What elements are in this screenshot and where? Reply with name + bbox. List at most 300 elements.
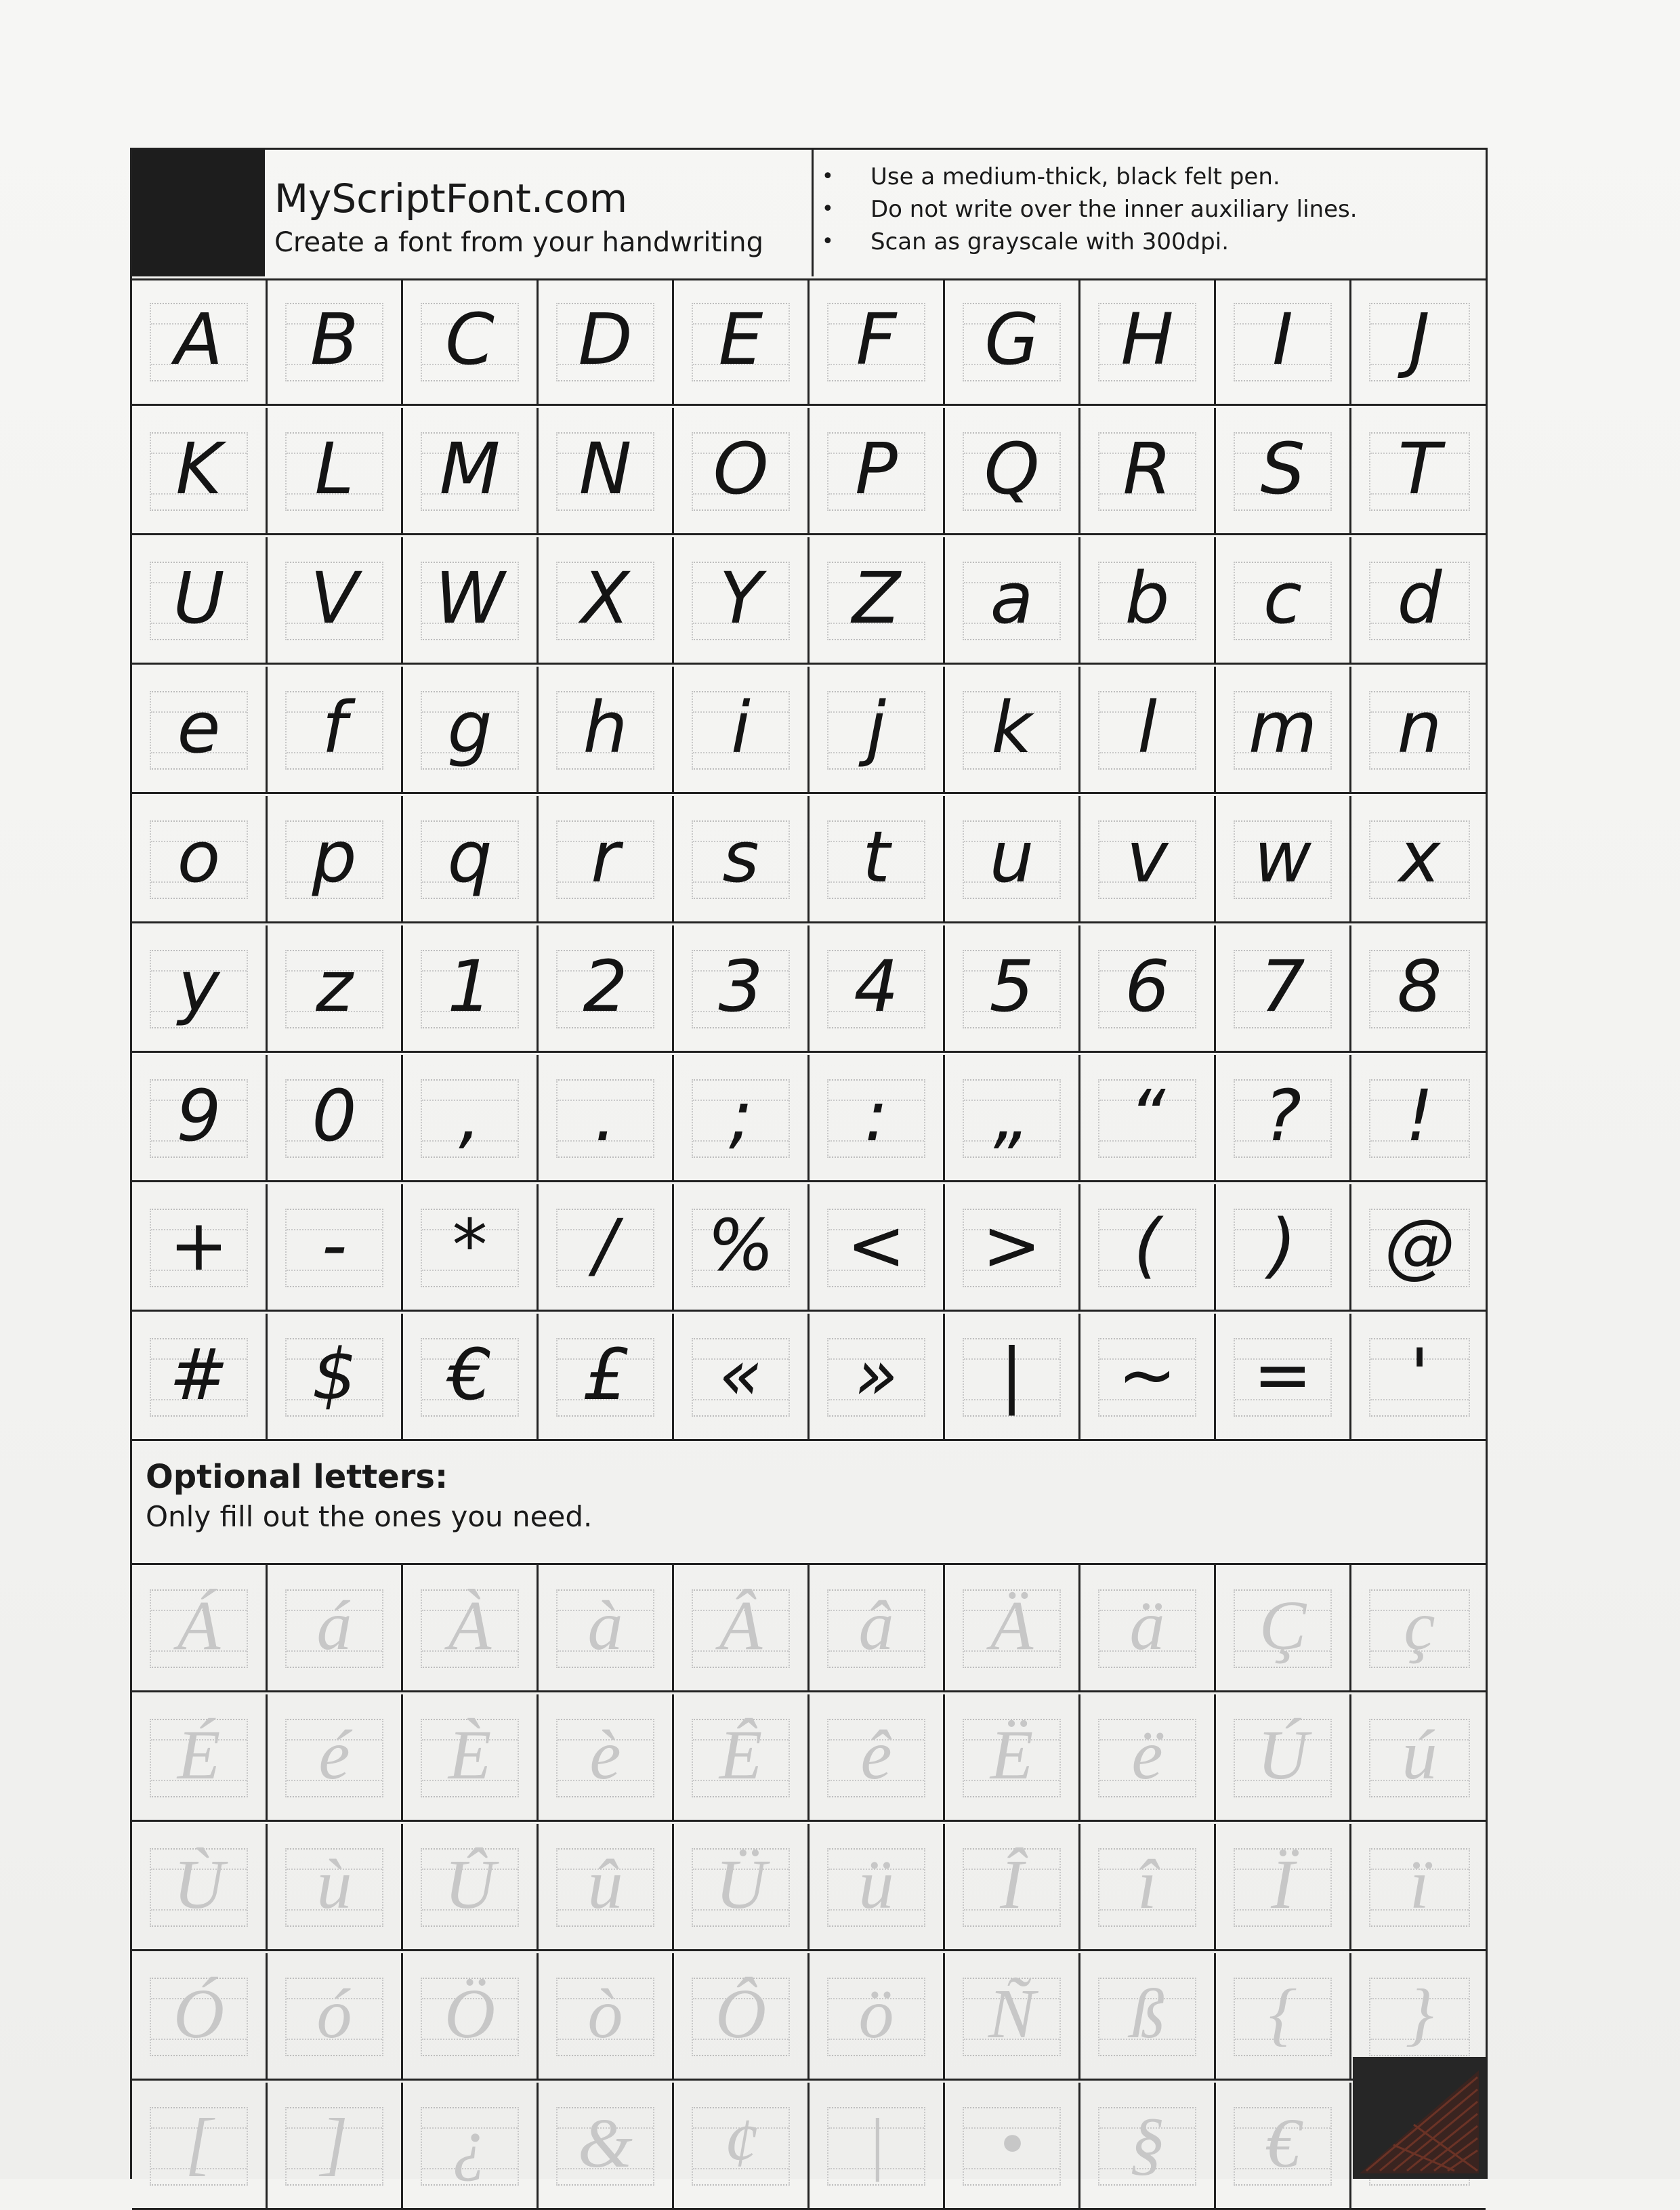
grid-row — [132, 278, 1486, 406]
handwritten-glyph: ( — [1133, 1204, 1161, 1287]
handwritten-glyph: b — [1125, 557, 1170, 640]
glyph-cell[interactable] — [132, 1824, 268, 1949]
instruction-item: • Do not write over the inner auxiliary lines. — [870, 193, 1358, 226]
handwritten-glyph: > — [982, 1204, 1042, 1287]
template-glyph: Û — [444, 1846, 496, 1923]
glyph-cell[interactable] — [1351, 408, 1488, 533]
corner-marker-top-left — [132, 150, 265, 276]
glyph-cell[interactable] — [945, 1824, 1080, 1949]
glyph-cell[interactable] — [945, 1184, 1080, 1310]
glyph-cell[interactable] — [945, 1055, 1080, 1180]
glyph-cell[interactable] — [945, 1565, 1080, 1690]
glyph-cell[interactable] — [1080, 278, 1216, 404]
handwritten-glyph: L — [314, 428, 354, 510]
handwritten-glyph: k — [991, 686, 1032, 769]
glyph-cell[interactable] — [1080, 796, 1216, 921]
template-glyph: ç — [1404, 1587, 1435, 1665]
handwritten-glyph: 8 — [1397, 945, 1442, 1028]
glyph-cell[interactable] — [539, 1824, 674, 1949]
template-glyph: Ú — [1257, 1716, 1309, 1794]
glyph-cell[interactable] — [945, 925, 1080, 1051]
glyph-cell[interactable] — [810, 1953, 945, 2079]
template-glyph: ¿ — [452, 2104, 488, 2182]
template-glyph: Ô — [715, 1975, 767, 2053]
template-glyph: ¢ — [723, 2104, 759, 2182]
handwritten-glyph: v — [1126, 816, 1169, 898]
handwritten-glyph: + — [169, 1204, 229, 1287]
glyph-cell[interactable] — [132, 667, 268, 792]
handwritten-glyph: H — [1120, 298, 1174, 381]
template-glyph: Ë — [990, 1716, 1034, 1794]
glyph-cell[interactable] — [674, 537, 810, 663]
grid-row — [132, 1824, 1486, 1951]
glyph-cell[interactable] — [945, 278, 1080, 404]
handwritten-glyph: „ — [993, 1075, 1030, 1157]
template-glyph: Ï — [1271, 1846, 1295, 1923]
handwritten-glyph: < — [846, 1204, 906, 1287]
glyph-cell[interactable] — [403, 1824, 539, 1949]
handwritten-glyph: 4 — [854, 945, 899, 1028]
template-glyph: ] — [320, 2104, 348, 2182]
handwritten-glyph: p — [312, 816, 357, 898]
glyph-cell[interactable] — [268, 1184, 403, 1310]
grid-row — [132, 408, 1486, 535]
glyph-cell[interactable] — [268, 2083, 403, 2208]
template-glyph: € — [1265, 2104, 1301, 2182]
glyph-cell[interactable] — [403, 1184, 539, 1310]
handwritten-glyph: F — [856, 298, 897, 381]
glyph-cell[interactable] — [403, 278, 539, 404]
glyph-cell[interactable] — [1351, 278, 1488, 404]
handwritten-glyph: V — [310, 557, 359, 640]
glyph-cell[interactable] — [403, 667, 539, 792]
handwritten-glyph: x — [1398, 816, 1441, 898]
handwritten-glyph: I — [1272, 298, 1293, 381]
glyph-cell[interactable] — [132, 2083, 268, 2208]
glyph-cell[interactable] — [539, 1694, 674, 1820]
template-glyph: â — [858, 1587, 894, 1665]
grid-row — [132, 1055, 1486, 1182]
glyph-cell[interactable] — [268, 1565, 403, 1690]
handwritten-glyph: Q — [984, 428, 1040, 510]
glyph-cell[interactable] — [268, 1953, 403, 2079]
glyph-cell[interactable] — [1351, 796, 1488, 921]
glyph-cell[interactable] — [810, 537, 945, 663]
template-glyph: À — [448, 1587, 492, 1665]
handwritten-glyph: 0 — [312, 1075, 357, 1157]
glyph-cell[interactable] — [1080, 1694, 1216, 1820]
template-glyph: Ç — [1259, 1587, 1307, 1665]
handwritten-glyph: j — [866, 686, 886, 769]
glyph-cell[interactable] — [1351, 1314, 1488, 1439]
handwritten-glyph: 2 — [583, 945, 628, 1028]
grid-row — [132, 537, 1486, 665]
glyph-cell[interactable] — [1216, 796, 1351, 921]
glyph-cell[interactable] — [268, 1824, 403, 1949]
handwritten-glyph: ? — [1263, 1075, 1302, 1157]
grid-row — [132, 796, 1486, 923]
glyph-cell[interactable] — [1216, 1055, 1351, 1180]
handwritten-glyph: W — [435, 557, 505, 640]
glyph-cell[interactable] — [945, 537, 1080, 663]
template-glyph: | — [866, 2104, 886, 2182]
glyph-cell[interactable] — [539, 925, 674, 1051]
glyph-cell[interactable] — [132, 1055, 268, 1180]
handwritten-glyph: Y — [719, 557, 763, 640]
glyph-cell[interactable] — [674, 1824, 810, 1949]
template-glyph: & — [578, 2104, 633, 2182]
glyph-cell[interactable] — [1351, 1824, 1488, 1949]
optional-subtitle: Only fill out the ones you need. — [146, 1500, 593, 1533]
glyph-cell[interactable] — [268, 796, 403, 921]
glyph-cell[interactable] — [403, 1694, 539, 1820]
template-glyph: ö — [858, 1975, 894, 2053]
glyph-cell[interactable] — [945, 667, 1080, 792]
glyph-cell[interactable] — [674, 278, 810, 404]
template-glyph: Ö — [444, 1975, 496, 2053]
handwritten-glyph: O — [713, 428, 769, 510]
site-subtitle: Create a font from your handwriting — [274, 227, 764, 258]
handwritten-glyph: | — [999, 1333, 1024, 1416]
glyph-cell[interactable] — [539, 796, 674, 921]
glyph-cell[interactable] — [810, 1694, 945, 1820]
template-glyph: û — [587, 1846, 623, 1923]
bullet-icon: • — [822, 197, 834, 221]
glyph-cell[interactable] — [1216, 1824, 1351, 1949]
glyph-cell[interactable] — [1216, 2083, 1351, 2208]
glyph-cell[interactable] — [403, 408, 539, 533]
handwritten-glyph: A — [174, 298, 224, 381]
handwritten-glyph: ; — [728, 1075, 753, 1157]
glyph-cell[interactable] — [132, 1314, 268, 1439]
template-glyph: è — [589, 1716, 621, 1794]
template-glyph: î — [1137, 1846, 1157, 1923]
glyph-cell[interactable] — [945, 2083, 1080, 2208]
optional-letters-section — [132, 1438, 1486, 1565]
glyph-cell[interactable] — [1216, 1565, 1351, 1690]
glyph-cell[interactable] — [132, 278, 268, 404]
handwritten-glyph: B — [310, 298, 359, 381]
handwritten-glyph: 1 — [447, 945, 492, 1028]
glyph-cell[interactable] — [539, 1565, 674, 1690]
instruction-item: • Use a medium-thick, black felt pen. — [870, 161, 1358, 193]
handwritten-glyph: - — [321, 1204, 348, 1287]
handwritten-glyph: ) — [1269, 1204, 1297, 1287]
template-glyph: ó — [316, 1975, 352, 2053]
glyph-cell[interactable] — [1351, 1055, 1488, 1180]
handwritten-glyph: £ — [583, 1333, 628, 1416]
font-template-form — [130, 148, 1488, 2182]
glyph-cell[interactable] — [1080, 667, 1216, 792]
glyph-cell[interactable] — [1351, 537, 1488, 663]
handwritten-glyph: D — [578, 298, 633, 381]
handwritten-glyph: , — [458, 1075, 482, 1157]
handwritten-glyph: u — [989, 816, 1034, 898]
glyph-cell[interactable] — [1080, 1055, 1216, 1180]
glyph-cell[interactable] — [1351, 1694, 1488, 1820]
template-glyph: § — [1129, 2104, 1165, 2182]
template-glyph: é — [318, 1716, 350, 1794]
template-glyph: Ó — [173, 1975, 225, 2053]
template-glyph: ò — [587, 1975, 623, 2053]
grid-row — [132, 1565, 1486, 1692]
handwritten-glyph: f — [322, 686, 347, 769]
glyph-cell[interactable] — [1216, 1184, 1351, 1310]
handwritten-glyph: ' — [1410, 1333, 1429, 1416]
handwritten-glyph: w — [1253, 816, 1312, 898]
handwritten-glyph: U — [173, 557, 225, 640]
handwritten-glyph: E — [718, 298, 763, 381]
template-glyph: { — [1268, 1975, 1297, 2053]
handwritten-glyph: e — [177, 686, 221, 769]
glyph-cell[interactable] — [539, 278, 674, 404]
template-glyph: Ù — [173, 1846, 225, 1923]
bullet-icon: • — [822, 230, 834, 253]
handwritten-glyph: o — [177, 816, 221, 898]
bullet-icon: • — [822, 165, 834, 188]
glyph-cell[interactable] — [268, 537, 403, 663]
glyph-cell[interactable] — [1216, 667, 1351, 792]
template-glyph: ï — [1410, 1846, 1429, 1923]
handwritten-glyph: h — [583, 686, 628, 769]
glyph-cell[interactable] — [810, 1565, 945, 1690]
template-glyph: Ñ — [988, 1975, 1036, 2053]
glyph-cell[interactable] — [268, 408, 403, 533]
glyph-cell[interactable] — [674, 925, 810, 1051]
glyph-cell[interactable] — [539, 1314, 674, 1439]
handwritten-glyph: a — [990, 557, 1034, 640]
template-glyph: ü — [858, 1846, 894, 1923]
glyph-cell[interactable] — [674, 667, 810, 792]
glyph-cell[interactable] — [132, 925, 268, 1051]
header-divider — [812, 150, 814, 276]
glyph-cell[interactable] — [1216, 278, 1351, 404]
glyph-cell[interactable] — [539, 2083, 674, 2208]
glyph-cell[interactable] — [403, 796, 539, 921]
handwritten-glyph: t — [862, 816, 890, 898]
glyph-cell[interactable] — [403, 537, 539, 663]
glyph-cell[interactable] — [674, 408, 810, 533]
handwritten-glyph: # — [169, 1333, 229, 1416]
optional-title: Optional letters: — [146, 1458, 448, 1496]
handwritten-glyph: c — [1263, 557, 1303, 640]
glyph-cell[interactable] — [539, 667, 674, 792]
glyph-cell[interactable] — [945, 1694, 1080, 1820]
glyph-cell[interactable] — [674, 2083, 810, 2208]
handwritten-glyph: G — [984, 298, 1039, 381]
grid-row — [132, 1314, 1486, 1441]
glyph-cell[interactable] — [132, 1565, 268, 1690]
glyph-cell[interactable] — [945, 796, 1080, 921]
template-glyph: á — [316, 1587, 352, 1665]
glyph-cell[interactable] — [810, 925, 945, 1051]
handwritten-glyph: $ — [312, 1333, 357, 1416]
template-glyph: } — [1405, 1975, 1434, 2053]
glyph-cell[interactable] — [945, 408, 1080, 533]
handwritten-glyph: r — [591, 816, 620, 898]
glyph-cell[interactable] — [268, 667, 403, 792]
glyph-cell[interactable] — [1216, 1953, 1351, 2079]
handwritten-glyph: 9 — [176, 1075, 222, 1157]
glyph-cell[interactable] — [1216, 537, 1351, 663]
handwritten-glyph: 6 — [1125, 945, 1170, 1028]
template-glyph: Î — [1000, 1846, 1024, 1923]
handwritten-glyph: g — [447, 686, 492, 769]
glyph-cell[interactable] — [539, 408, 674, 533]
instruction-list — [822, 161, 1358, 258]
handwritten-glyph: C — [445, 298, 495, 381]
handwritten-glyph: / — [593, 1204, 618, 1287]
handwritten-glyph: @ — [1384, 1204, 1455, 1287]
template-glyph: ß — [1129, 1975, 1165, 2053]
handwritten-glyph: R — [1122, 428, 1172, 510]
glyph-cell[interactable] — [403, 1565, 539, 1690]
handwritten-glyph: q — [447, 816, 492, 898]
handwritten-glyph: J — [1409, 298, 1430, 381]
glyph-cell[interactable] — [1351, 1184, 1488, 1310]
glyph-cell[interactable] — [1216, 1694, 1351, 1820]
glyph-cell[interactable] — [403, 1953, 539, 2079]
grid-row — [132, 2083, 1486, 2210]
handwritten-glyph: = — [1253, 1333, 1313, 1416]
glyph-cell[interactable] — [132, 537, 268, 663]
glyph-cell[interactable] — [268, 278, 403, 404]
handwritten-glyph: m — [1248, 686, 1318, 769]
handwritten-glyph: 3 — [718, 945, 763, 1028]
glyph-cell[interactable] — [1080, 1953, 1216, 2079]
glyph-cell[interactable] — [1080, 2083, 1216, 2208]
handwritten-glyph: S — [1260, 428, 1305, 510]
template-header — [132, 150, 1486, 280]
template-glyph: É — [177, 1716, 221, 1794]
handwritten-glyph: z — [316, 945, 353, 1028]
glyph-cell[interactable] — [810, 278, 945, 404]
grid-row — [132, 925, 1486, 1053]
template-glyph: à — [587, 1587, 623, 1665]
handwritten-glyph: X — [581, 557, 630, 640]
grid-row — [132, 667, 1486, 794]
template-glyph: ä — [1129, 1587, 1165, 1665]
glyph-cell[interactable] — [132, 796, 268, 921]
glyph-cell[interactable] — [403, 1314, 539, 1439]
glyph-cell[interactable] — [403, 925, 539, 1051]
glyph-cell[interactable] — [674, 1055, 810, 1180]
glyph-cell[interactable] — [539, 537, 674, 663]
handwritten-glyph: n — [1397, 686, 1442, 769]
template-glyph: Ä — [990, 1587, 1034, 1665]
glyph-cell[interactable] — [268, 925, 403, 1051]
glyph-cell[interactable] — [268, 1694, 403, 1820]
handwritten-glyph: l — [1137, 686, 1157, 769]
glyph-cell[interactable] — [1216, 1314, 1351, 1439]
glyph-cell[interactable] — [1080, 1184, 1216, 1310]
glyph-cell[interactable] — [810, 667, 945, 792]
handwritten-glyph: € — [447, 1333, 492, 1416]
glyph-cell[interactable] — [810, 2083, 945, 2208]
glyph-cell[interactable] — [674, 1953, 810, 2079]
glyph-cell[interactable] — [1216, 925, 1351, 1051]
glyph-cell[interactable] — [810, 1314, 945, 1439]
glyph-cell[interactable] — [674, 1565, 810, 1690]
template-glyph: [ — [185, 2104, 213, 2182]
handwritten-glyph: » — [854, 1333, 898, 1416]
glyph-cell[interactable] — [1080, 1824, 1216, 1949]
template-glyph: • — [999, 2104, 1024, 2182]
handwritten-glyph: « — [719, 1333, 763, 1416]
glyph-cell[interactable] — [674, 1314, 810, 1439]
handwritten-glyph: K — [175, 428, 222, 510]
glyph-cell[interactable] — [945, 1314, 1080, 1439]
handwritten-glyph: % — [707, 1204, 774, 1287]
glyph-cell[interactable] — [539, 1184, 674, 1310]
template-glyph: ë — [1131, 1716, 1163, 1794]
glyph-cell[interactable] — [1080, 1565, 1216, 1690]
handwritten-glyph: * — [452, 1204, 488, 1287]
template-glyph: È — [448, 1716, 492, 1794]
handwritten-glyph: N — [579, 428, 632, 510]
handwritten-glyph: M — [439, 428, 501, 510]
handwritten-glyph: ~ — [1117, 1333, 1177, 1416]
glyph-cell[interactable] — [403, 1055, 539, 1180]
glyph-cell[interactable] — [1351, 925, 1488, 1051]
template-glyph: ú — [1402, 1716, 1437, 1794]
glyph-cell[interactable] — [1080, 408, 1216, 533]
handwritten-glyph: ! — [1405, 1075, 1434, 1157]
glyph-cell[interactable] — [1080, 1314, 1216, 1439]
glyph-cell[interactable] — [1351, 667, 1488, 792]
template-glyph: ù — [316, 1846, 352, 1923]
template-glyph: Á — [177, 1587, 221, 1665]
handwritten-glyph: i — [731, 686, 751, 769]
site-title: MyScriptFont.com — [274, 175, 628, 222]
glyph-cell[interactable] — [539, 1055, 674, 1180]
glyph-cell[interactable] — [810, 796, 945, 921]
template-glyph: Ê — [719, 1716, 763, 1794]
glyph-cell[interactable] — [1080, 537, 1216, 663]
glyph-cell[interactable] — [403, 2083, 539, 2208]
glyph-cell[interactable] — [810, 1184, 945, 1310]
glyph-cell[interactable] — [268, 1055, 403, 1180]
glyph-cell[interactable] — [674, 1184, 810, 1310]
glyph-cell[interactable] — [1080, 925, 1216, 1051]
glyph-cell[interactable] — [674, 796, 810, 921]
handwritten-glyph: 7 — [1260, 945, 1305, 1028]
glyph-cell[interactable] — [132, 1184, 268, 1310]
glyph-cell[interactable] — [810, 408, 945, 533]
glyph-cell[interactable] — [1216, 408, 1351, 533]
glyph-cell[interactable] — [810, 1824, 945, 1949]
corner-marker-bottom-right — [1353, 2057, 1486, 2179]
glyph-cell[interactable] — [810, 1055, 945, 1180]
glyph-cell[interactable] — [132, 408, 268, 533]
scribble-icon — [1353, 2057, 1486, 2179]
handwritten-glyph: T — [1398, 428, 1442, 510]
template-glyph: Â — [719, 1587, 763, 1665]
handwritten-glyph: : — [864, 1075, 889, 1157]
handwritten-glyph: Z — [852, 557, 901, 640]
handwritten-glyph: “ — [1129, 1075, 1166, 1157]
glyph-cell[interactable] — [268, 1314, 403, 1439]
glyph-cell[interactable] — [132, 1694, 268, 1820]
handwritten-glyph: d — [1397, 557, 1442, 640]
grid-row — [132, 1694, 1486, 1822]
template-glyph: ê — [860, 1716, 892, 1794]
glyph-cell[interactable] — [132, 1953, 268, 2079]
glyph-cell[interactable] — [674, 1694, 810, 1820]
glyph-cell[interactable] — [1351, 1565, 1488, 1690]
glyph-cell[interactable] — [945, 1953, 1080, 2079]
glyph-cell[interactable] — [539, 1953, 674, 2079]
